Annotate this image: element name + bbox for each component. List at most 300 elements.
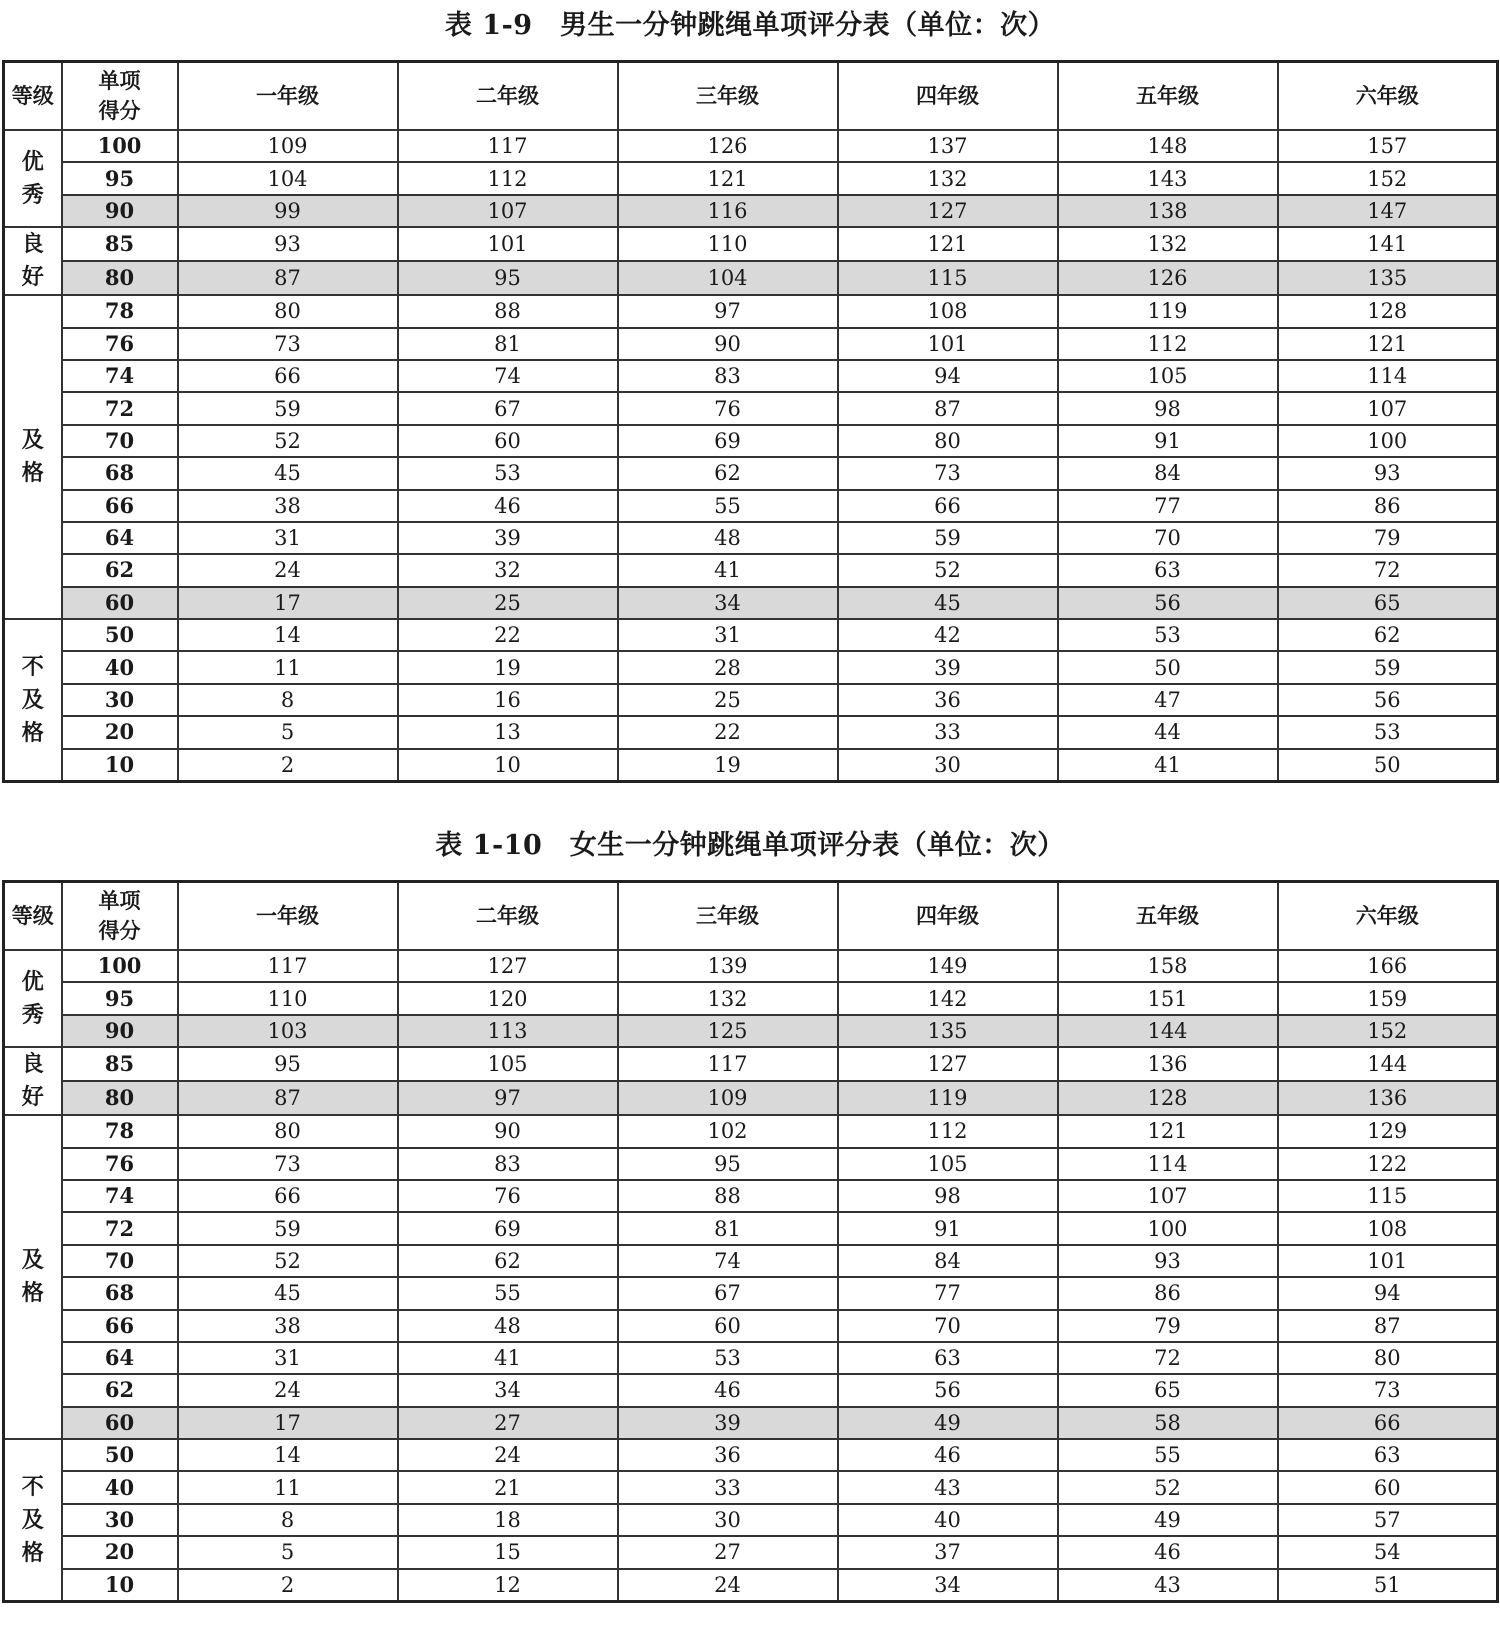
value-cell: 18 xyxy=(398,1504,618,1536)
table-row xyxy=(4,1342,1498,1374)
value-cell: 73 xyxy=(178,328,398,360)
value-cell: 104 xyxy=(618,261,838,295)
score-cell: 64 xyxy=(62,522,178,554)
score-cell: 95 xyxy=(62,982,178,1014)
score-cell: 64 xyxy=(62,1342,178,1374)
score-cell: 62 xyxy=(62,1374,178,1406)
table-row xyxy=(4,1536,1498,1568)
value-cell: 121 xyxy=(838,227,1058,261)
header-year-4: 四年级 xyxy=(838,882,1058,951)
score-cell: 40 xyxy=(62,1471,178,1503)
score-cell: 90 xyxy=(62,1015,178,1047)
value-cell: 120 xyxy=(398,982,618,1014)
value-cell: 55 xyxy=(398,1277,618,1309)
value-cell: 73 xyxy=(178,1148,398,1180)
grade-label: 良好 xyxy=(4,1047,62,1115)
value-cell: 50 xyxy=(1058,651,1278,683)
value-cell: 90 xyxy=(398,1115,618,1147)
score-cell: 95 xyxy=(62,162,178,194)
table-row xyxy=(4,1015,1498,1047)
value-cell: 105 xyxy=(1058,360,1278,392)
value-cell: 98 xyxy=(1058,392,1278,424)
value-cell: 97 xyxy=(618,295,838,327)
value-cell: 108 xyxy=(838,295,1058,327)
value-cell: 34 xyxy=(838,1569,1058,1602)
header-score: 单项得分 xyxy=(62,882,178,951)
value-cell: 34 xyxy=(618,587,838,619)
value-cell: 59 xyxy=(1278,651,1498,683)
value-cell: 69 xyxy=(618,425,838,457)
value-cell: 67 xyxy=(398,392,618,424)
value-cell: 38 xyxy=(178,1310,398,1342)
value-cell: 110 xyxy=(618,227,838,261)
value-cell: 5 xyxy=(178,1536,398,1568)
value-cell: 31 xyxy=(618,619,838,651)
value-cell: 8 xyxy=(178,684,398,716)
value-cell: 91 xyxy=(838,1212,1058,1244)
value-cell: 33 xyxy=(838,716,1058,748)
score-cell: 60 xyxy=(62,1407,178,1439)
value-cell: 45 xyxy=(178,1277,398,1309)
header-year-6: 六年级 xyxy=(1278,882,1498,951)
value-cell: 19 xyxy=(618,749,838,782)
table-row xyxy=(4,490,1498,522)
table-row xyxy=(4,227,1498,261)
value-cell: 48 xyxy=(618,522,838,554)
value-cell: 38 xyxy=(178,490,398,522)
value-cell: 81 xyxy=(398,328,618,360)
table-row xyxy=(4,1115,1498,1147)
value-cell: 101 xyxy=(398,227,618,261)
grade-label: 及格 xyxy=(4,1115,62,1439)
value-cell: 53 xyxy=(1278,716,1498,748)
value-cell: 122 xyxy=(1278,1148,1498,1180)
value-cell: 24 xyxy=(178,1374,398,1406)
value-cell: 115 xyxy=(1278,1180,1498,1212)
header-year-5: 五年级 xyxy=(1058,62,1278,131)
grade-label: 良好 xyxy=(4,227,62,295)
value-cell: 66 xyxy=(1278,1407,1498,1439)
value-cell: 137 xyxy=(838,130,1058,162)
value-cell: 46 xyxy=(618,1374,838,1406)
value-cell: 152 xyxy=(1278,1015,1498,1047)
value-cell: 46 xyxy=(1058,1536,1278,1568)
value-cell: 157 xyxy=(1278,130,1498,162)
value-cell: 98 xyxy=(838,1180,1058,1212)
value-cell: 95 xyxy=(618,1148,838,1180)
value-cell: 132 xyxy=(1058,227,1278,261)
value-cell: 51 xyxy=(1278,1569,1498,1602)
table-caption-male: 表 1-9 男生一分钟跳绳单项评分表（单位：次） xyxy=(444,10,1056,41)
table-row xyxy=(4,1374,1498,1406)
score-cell: 68 xyxy=(62,457,178,489)
value-cell: 72 xyxy=(1058,1342,1278,1374)
value-cell: 109 xyxy=(618,1081,838,1115)
value-cell: 108 xyxy=(1278,1212,1498,1244)
value-cell: 52 xyxy=(1058,1471,1278,1503)
value-cell: 135 xyxy=(838,1015,1058,1047)
value-cell: 81 xyxy=(618,1212,838,1244)
value-cell: 27 xyxy=(398,1407,618,1439)
value-cell: 83 xyxy=(398,1148,618,1180)
value-cell: 40 xyxy=(838,1504,1058,1536)
value-cell: 24 xyxy=(618,1569,838,1602)
score-cell: 70 xyxy=(62,425,178,457)
value-cell: 27 xyxy=(618,1536,838,1568)
value-cell: 76 xyxy=(398,1180,618,1212)
value-cell: 84 xyxy=(838,1245,1058,1277)
value-cell: 101 xyxy=(1278,1245,1498,1277)
male-score-table xyxy=(2,60,1499,783)
value-cell: 127 xyxy=(398,950,618,982)
grade-label: 及格 xyxy=(4,295,62,619)
header-year-2: 二年级 xyxy=(398,882,618,951)
value-cell: 47 xyxy=(1058,684,1278,716)
value-cell: 144 xyxy=(1058,1015,1278,1047)
value-cell: 11 xyxy=(178,1471,398,1503)
value-cell: 15 xyxy=(398,1536,618,1568)
value-cell: 70 xyxy=(838,1310,1058,1342)
value-cell: 17 xyxy=(178,587,398,619)
value-cell: 70 xyxy=(1058,522,1278,554)
value-cell: 114 xyxy=(1278,360,1498,392)
score-cell: 62 xyxy=(62,554,178,586)
value-cell: 63 xyxy=(1058,554,1278,586)
value-cell: 60 xyxy=(1278,1471,1498,1503)
score-cell: 70 xyxy=(62,1245,178,1277)
value-cell: 56 xyxy=(838,1374,1058,1406)
value-cell: 50 xyxy=(1278,749,1498,782)
value-cell: 59 xyxy=(178,1212,398,1244)
value-cell: 112 xyxy=(838,1115,1058,1147)
table-row xyxy=(4,554,1498,586)
value-cell: 104 xyxy=(178,162,398,194)
value-cell: 19 xyxy=(398,651,618,683)
value-cell: 93 xyxy=(1058,1245,1278,1277)
value-cell: 25 xyxy=(398,587,618,619)
value-cell: 88 xyxy=(398,295,618,327)
score-cell: 78 xyxy=(62,295,178,327)
header-year-3: 三年级 xyxy=(618,882,838,951)
table-row xyxy=(4,328,1498,360)
value-cell: 107 xyxy=(398,195,618,227)
value-cell: 62 xyxy=(398,1245,618,1277)
value-cell: 55 xyxy=(618,490,838,522)
value-cell: 43 xyxy=(1058,1569,1278,1602)
header-year-6: 六年级 xyxy=(1278,62,1498,131)
score-cell: 72 xyxy=(62,392,178,424)
value-cell: 34 xyxy=(398,1374,618,1406)
value-cell: 63 xyxy=(838,1342,1058,1374)
value-cell: 109 xyxy=(178,130,398,162)
value-cell: 52 xyxy=(178,425,398,457)
value-cell: 59 xyxy=(838,522,1058,554)
header-row xyxy=(4,882,1498,951)
header-year-1: 一年级 xyxy=(178,62,398,131)
table-row xyxy=(4,982,1498,1014)
table-row xyxy=(4,1277,1498,1309)
value-cell: 36 xyxy=(838,684,1058,716)
value-cell: 112 xyxy=(398,162,618,194)
score-cell: 85 xyxy=(62,1047,178,1081)
value-cell: 121 xyxy=(1058,1115,1278,1147)
value-cell: 42 xyxy=(838,619,1058,651)
score-cell: 78 xyxy=(62,1115,178,1147)
value-cell: 128 xyxy=(1278,295,1498,327)
value-cell: 132 xyxy=(618,982,838,1014)
value-cell: 45 xyxy=(838,587,1058,619)
value-cell: 97 xyxy=(398,1081,618,1115)
value-cell: 95 xyxy=(398,261,618,295)
value-cell: 141 xyxy=(1278,227,1498,261)
value-cell: 127 xyxy=(838,1047,1058,1081)
value-cell: 103 xyxy=(178,1015,398,1047)
value-cell: 41 xyxy=(618,554,838,586)
value-cell: 80 xyxy=(178,1115,398,1147)
value-cell: 60 xyxy=(398,425,618,457)
value-cell: 80 xyxy=(178,295,398,327)
value-cell: 73 xyxy=(838,457,1058,489)
header-year-3: 三年级 xyxy=(618,62,838,131)
value-cell: 100 xyxy=(1058,1212,1278,1244)
value-cell: 56 xyxy=(1058,587,1278,619)
score-cell: 68 xyxy=(62,1277,178,1309)
value-cell: 159 xyxy=(1278,982,1498,1014)
value-cell: 143 xyxy=(1058,162,1278,194)
value-cell: 121 xyxy=(1278,328,1498,360)
value-cell: 77 xyxy=(838,1277,1058,1309)
value-cell: 72 xyxy=(1278,554,1498,586)
value-cell: 129 xyxy=(1278,1115,1498,1147)
value-cell: 43 xyxy=(838,1471,1058,1503)
value-cell: 94 xyxy=(838,360,1058,392)
value-cell: 30 xyxy=(618,1504,838,1536)
value-cell: 13 xyxy=(398,716,618,748)
value-cell: 25 xyxy=(618,684,838,716)
grade-label: 优秀 xyxy=(4,950,62,1047)
value-cell: 49 xyxy=(838,1407,1058,1439)
value-cell: 100 xyxy=(1278,425,1498,457)
score-cell: 80 xyxy=(62,261,178,295)
table-row xyxy=(4,1081,1498,1115)
value-cell: 45 xyxy=(178,457,398,489)
grade-label: 不及格 xyxy=(4,619,62,781)
value-cell: 37 xyxy=(838,1536,1058,1568)
table-row xyxy=(4,1407,1498,1439)
value-cell: 31 xyxy=(178,522,398,554)
value-cell: 99 xyxy=(178,195,398,227)
value-cell: 77 xyxy=(1058,490,1278,522)
header-year-5: 五年级 xyxy=(1058,882,1278,951)
value-cell: 67 xyxy=(618,1277,838,1309)
header-grade: 等级 xyxy=(4,62,62,131)
table-caption-female: 表 1-10 女生一分钟跳绳单项评分表（单位：次） xyxy=(435,830,1065,861)
header-grade: 等级 xyxy=(4,882,62,951)
value-cell: 55 xyxy=(1058,1439,1278,1471)
value-cell: 107 xyxy=(1058,1180,1278,1212)
score-cell: 76 xyxy=(62,1148,178,1180)
table-row xyxy=(4,1504,1498,1536)
score-cell: 20 xyxy=(62,716,178,748)
value-cell: 107 xyxy=(1278,392,1498,424)
value-cell: 110 xyxy=(178,982,398,1014)
value-cell: 117 xyxy=(178,950,398,982)
value-cell: 148 xyxy=(1058,130,1278,162)
value-cell: 66 xyxy=(178,1180,398,1212)
table-row xyxy=(4,651,1498,683)
table-row xyxy=(4,1569,1498,1602)
grade-label: 不及格 xyxy=(4,1439,62,1601)
value-cell: 166 xyxy=(1278,950,1498,982)
value-cell: 5 xyxy=(178,716,398,748)
value-cell: 11 xyxy=(178,651,398,683)
female-score-table xyxy=(2,880,1499,1603)
score-cell: 30 xyxy=(62,1504,178,1536)
value-cell: 8 xyxy=(178,1504,398,1536)
value-cell: 102 xyxy=(618,1115,838,1147)
value-cell: 21 xyxy=(398,1471,618,1503)
value-cell: 69 xyxy=(398,1212,618,1244)
value-cell: 52 xyxy=(178,1245,398,1277)
value-cell: 54 xyxy=(1278,1536,1498,1568)
value-cell: 65 xyxy=(1278,587,1498,619)
value-cell: 2 xyxy=(178,1569,398,1602)
table-row xyxy=(4,522,1498,554)
header-year-1: 一年级 xyxy=(178,882,398,951)
score-cell: 20 xyxy=(62,1536,178,1568)
value-cell: 136 xyxy=(1278,1081,1498,1115)
value-cell: 24 xyxy=(178,554,398,586)
value-cell: 59 xyxy=(178,392,398,424)
score-cell: 50 xyxy=(62,1439,178,1471)
value-cell: 121 xyxy=(618,162,838,194)
value-cell: 87 xyxy=(178,261,398,295)
score-cell: 100 xyxy=(62,130,178,162)
value-cell: 66 xyxy=(178,360,398,392)
score-cell: 10 xyxy=(62,749,178,782)
value-cell: 32 xyxy=(398,554,618,586)
table-row xyxy=(4,619,1498,651)
table-row xyxy=(4,195,1498,227)
value-cell: 76 xyxy=(618,392,838,424)
value-cell: 14 xyxy=(178,1439,398,1471)
value-cell: 41 xyxy=(398,1342,618,1374)
value-cell: 30 xyxy=(838,749,1058,782)
value-cell: 87 xyxy=(1278,1310,1498,1342)
value-cell: 22 xyxy=(398,619,618,651)
score-cell: 74 xyxy=(62,1180,178,1212)
value-cell: 48 xyxy=(398,1310,618,1342)
value-cell: 136 xyxy=(1058,1047,1278,1081)
value-cell: 66 xyxy=(838,490,1058,522)
value-cell: 126 xyxy=(618,130,838,162)
score-cell: 80 xyxy=(62,1081,178,1115)
value-cell: 126 xyxy=(1058,261,1278,295)
value-cell: 31 xyxy=(178,1342,398,1374)
value-cell: 56 xyxy=(1278,684,1498,716)
value-cell: 28 xyxy=(618,651,838,683)
value-cell: 60 xyxy=(618,1310,838,1342)
score-cell: 40 xyxy=(62,651,178,683)
table-row xyxy=(4,950,1498,982)
value-cell: 74 xyxy=(618,1245,838,1277)
table-row xyxy=(4,1212,1498,1244)
value-cell: 151 xyxy=(1058,982,1278,1014)
score-cell: 76 xyxy=(62,328,178,360)
score-cell: 66 xyxy=(62,490,178,522)
table-row xyxy=(4,261,1498,295)
value-cell: 127 xyxy=(838,195,1058,227)
table-row xyxy=(4,1245,1498,1277)
value-cell: 86 xyxy=(1278,490,1498,522)
value-cell: 119 xyxy=(1058,295,1278,327)
value-cell: 142 xyxy=(838,982,1058,1014)
value-cell: 132 xyxy=(838,162,1058,194)
table-row xyxy=(4,1471,1498,1503)
value-cell: 53 xyxy=(398,457,618,489)
value-cell: 147 xyxy=(1278,195,1498,227)
value-cell: 2 xyxy=(178,749,398,782)
value-cell: 44 xyxy=(1058,716,1278,748)
table-row xyxy=(4,749,1498,782)
header-year-4: 四年级 xyxy=(838,62,1058,131)
table-row xyxy=(4,130,1498,162)
table-row xyxy=(4,1439,1498,1471)
value-cell: 93 xyxy=(1278,457,1498,489)
value-cell: 74 xyxy=(398,360,618,392)
value-cell: 86 xyxy=(1058,1277,1278,1309)
value-cell: 149 xyxy=(838,950,1058,982)
value-cell: 84 xyxy=(1058,457,1278,489)
score-cell: 72 xyxy=(62,1212,178,1244)
value-cell: 65 xyxy=(1058,1374,1278,1406)
value-cell: 39 xyxy=(618,1407,838,1439)
table-row xyxy=(4,295,1498,327)
value-cell: 138 xyxy=(1058,195,1278,227)
value-cell: 113 xyxy=(398,1015,618,1047)
header-score: 单项得分 xyxy=(62,62,178,131)
value-cell: 87 xyxy=(178,1081,398,1115)
grade-label: 优秀 xyxy=(4,130,62,227)
value-cell: 117 xyxy=(398,130,618,162)
value-cell: 91 xyxy=(1058,425,1278,457)
table-row xyxy=(4,1148,1498,1180)
value-cell: 62 xyxy=(1278,619,1498,651)
header-row xyxy=(4,62,1498,131)
value-cell: 79 xyxy=(1278,522,1498,554)
score-cell: 30 xyxy=(62,684,178,716)
value-cell: 105 xyxy=(398,1047,618,1081)
value-cell: 90 xyxy=(618,328,838,360)
table-row xyxy=(4,360,1498,392)
value-cell: 12 xyxy=(398,1569,618,1602)
value-cell: 33 xyxy=(618,1471,838,1503)
value-cell: 125 xyxy=(618,1015,838,1047)
value-cell: 115 xyxy=(838,261,1058,295)
value-cell: 117 xyxy=(618,1047,838,1081)
value-cell: 88 xyxy=(618,1180,838,1212)
value-cell: 22 xyxy=(618,716,838,748)
value-cell: 139 xyxy=(618,950,838,982)
value-cell: 63 xyxy=(1278,1439,1498,1471)
value-cell: 24 xyxy=(398,1439,618,1471)
value-cell: 112 xyxy=(1058,328,1278,360)
table-row xyxy=(4,587,1498,619)
table-row xyxy=(4,716,1498,748)
value-cell: 49 xyxy=(1058,1504,1278,1536)
table-row xyxy=(4,1047,1498,1081)
score-cell: 90 xyxy=(62,195,178,227)
